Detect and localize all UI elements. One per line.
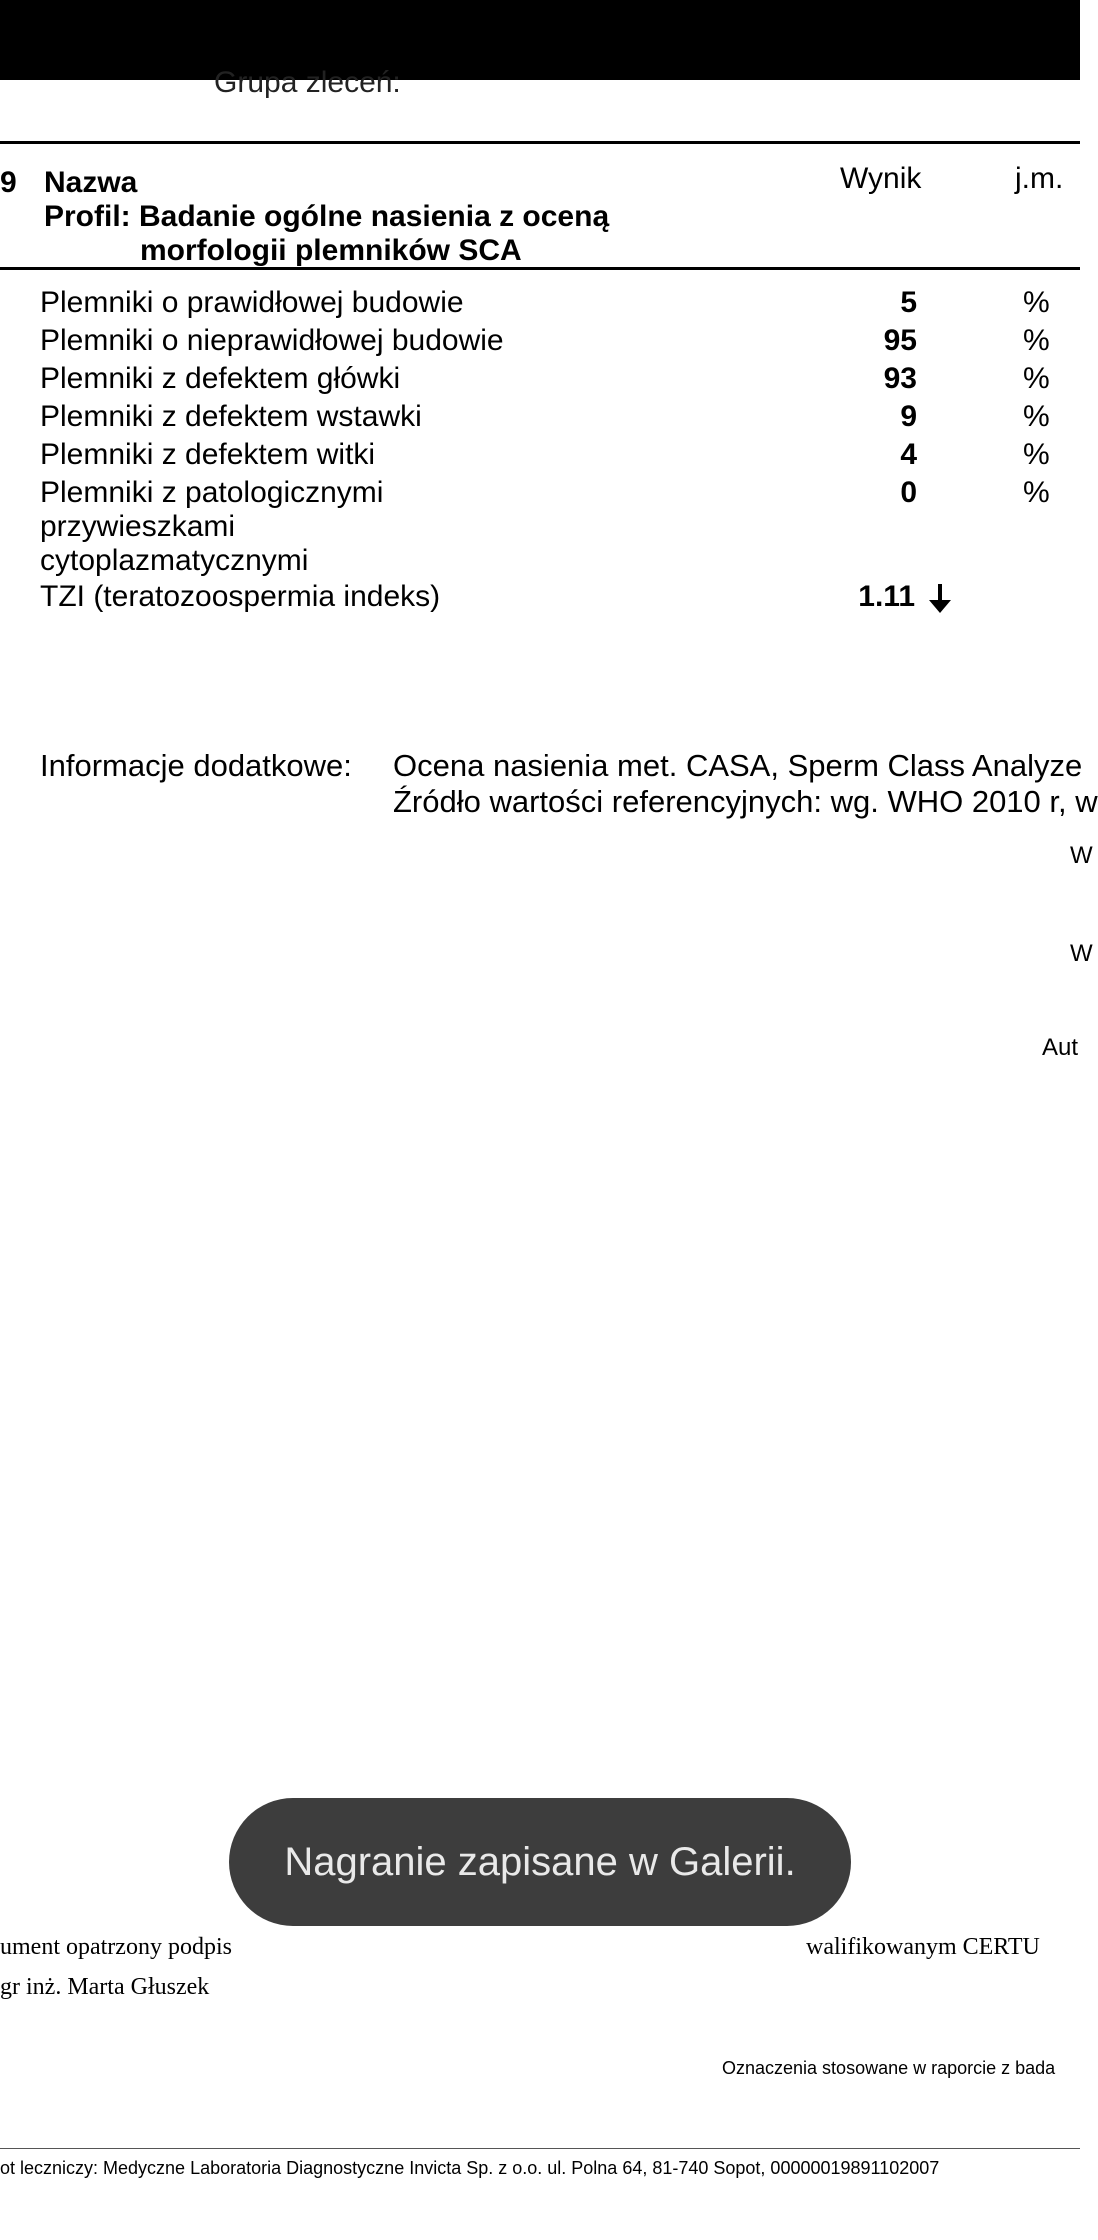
test-unit: % xyxy=(1023,400,1050,433)
legend-note: Oznaczenia stosowane w raporcie z bada xyxy=(722,2058,1056,2078)
test-value: 95 xyxy=(883,324,917,357)
test-name: Plemniki z defektem wstawki xyxy=(40,400,422,433)
test-name: TZI (teratozoospermia indeks) xyxy=(40,580,441,613)
name-column-header: Nazwa xyxy=(44,166,138,199)
footer-rule xyxy=(0,2148,1080,2149)
test-value: 5 xyxy=(900,286,917,319)
status-bar xyxy=(0,0,1080,80)
result-column-header: Wynik xyxy=(840,162,922,195)
signature-note-end: walifikowanym CERTU xyxy=(806,1934,1040,1960)
footer-address: ot leczniczy: Medyczne Laboratoria Diagnostyczne Invicta Sp. z o.o. ul. Polna 64, 81-740 Sopot, 00000019891102007 xyxy=(0,2158,940,2178)
group-label: Grupa zleceń: xyxy=(214,66,401,99)
toast-message: Nagranie zapisane w Galerii. xyxy=(284,1839,796,1884)
test-name: Plemniki z defektem witki xyxy=(40,438,376,471)
test-unit: % xyxy=(1023,324,1050,357)
header-bottom-rule xyxy=(0,267,1080,270)
unit-column-header: j.m. xyxy=(1015,162,1064,195)
toast-notification xyxy=(229,1798,851,1926)
test-unit: % xyxy=(1023,286,1050,319)
test-value: 93 xyxy=(883,362,917,395)
profile-title: Profil: Badanie ogólne nasienia z oceną xyxy=(44,200,610,233)
clipped-text-fragment: W xyxy=(1070,842,1093,869)
test-unit: % xyxy=(1023,476,1050,509)
test-value: 1.11 xyxy=(858,580,915,613)
test-name: Plemniki o prawidłowej budowie xyxy=(40,286,464,319)
profile-title-continued: morfologii plemników SCA xyxy=(140,234,522,267)
additional-info-line: Ocena nasienia met. CASA, Sperm Class Analyze xyxy=(393,748,1083,783)
clipped-text-fragment: Aut xyxy=(1042,1034,1079,1061)
clipped-text-fragment: W xyxy=(1070,940,1093,967)
test-unit: % xyxy=(1023,362,1050,395)
header-top-rule xyxy=(0,141,1080,144)
test-value: 9 xyxy=(900,400,917,433)
additional-info-line: Źródło wartości referencyjnych: wg. WHO 2010 r, w xyxy=(393,784,1098,819)
signature-name: gr inż. Marta Głuszek xyxy=(0,1974,210,2000)
signature-note: ument opatrzony podpis xyxy=(0,1934,232,1960)
additional-info-label: Informacje dodatkowe: xyxy=(40,748,352,783)
test-name: Plemniki o nieprawidłowej budowie xyxy=(40,324,504,357)
test-value: 0 xyxy=(900,476,917,509)
arrow-down-icon xyxy=(926,582,954,616)
test-value: 4 xyxy=(900,438,917,471)
row-number: 9 xyxy=(0,166,17,199)
test-unit: % xyxy=(1023,438,1050,471)
test-name: Plemniki z defektem główki xyxy=(40,362,401,395)
test-name: Plemniki z patologicznymi przywieszkami cytoplazmatycznymi xyxy=(40,476,384,577)
